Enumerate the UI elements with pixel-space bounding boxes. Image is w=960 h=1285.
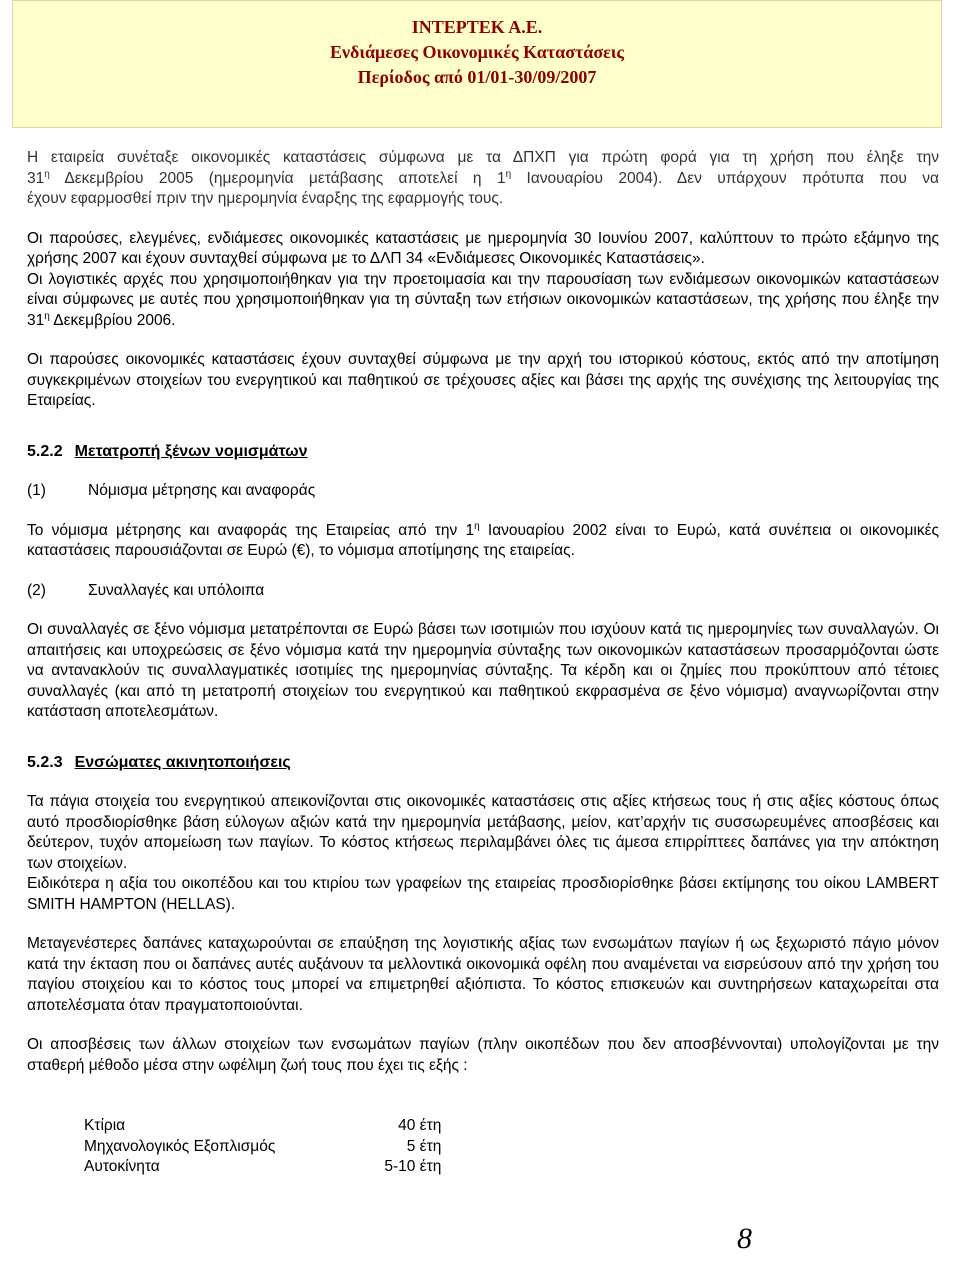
asset-life: 40 έτη bbox=[398, 1117, 442, 1134]
subheading-functional-currency: (1) Νόμισμα μέτρησης και αναφοράς bbox=[27, 482, 316, 499]
subheading-transactions: (2) Συναλλαγές και υπόλοιπα bbox=[27, 581, 265, 599]
document-period: Περίοδος από 01/01-30/09/2007 bbox=[357, 67, 597, 87]
table-row bbox=[84, 1157, 441, 1178]
paragraph-historical-cost: Οι παρούσες οικονομικές καταστάσεις έχουν συνταχθεί σύμφωνα με την αρχή του ιστορικού κόστους, εκτός από την αποτίμηση συγκεκριμένων στοιχείων του ενεργητικού και παθητικού σε τρέχουσες αξίες και βάσει της αρχής της συνέχισης της λειτουργίας της Εταιρείας. bbox=[27, 351, 939, 409]
paragraph-fixed-assets: Τα πάγια στοιχεία του ενεργητικού απεικονίζονται στις οικονομικές καταστάσεις στις αξίες κτήσεως τους ή στις αξίες κόστους όπως αυτό προσδιορίσθηκε βάση εύλογων αξιών κατά την ημερομηνία μετάβασης, μείον, κατ’αρχήν τις συσσωρευμένες αποσβέσεις και δεύτερον, τυχόν απομείωση των παγίων. Το κόστος κτήσεως περιλαμβάνει όλες τις άμεσα επιρρίπτεες δαπάνες για την απόκτηση των στοιχείων. bbox=[27, 793, 939, 872]
document-header bbox=[12, 0, 942, 128]
useful-life-table bbox=[84, 1116, 441, 1178]
intro-line-3: έχουν εφαρμοσθεί πριν την ημερομηνία έναρξης της εφαρμογής τους. bbox=[27, 190, 504, 207]
paragraph-ias34: Οι παρούσες, ελεγμένες, ενδιάμεσες οικονομικές καταστάσεις με ημερομηνία 30 Ιουνίου 2007, καλύπτουν το πρώτο εξάμηνο της χρήσης 2007 και έχουν συνταχθεί σύμφωνα με το ΔΛΠ 34 «Ενδιάμεσες Οικονομικές Καταστάσεις». bbox=[27, 229, 939, 267]
asset-life: 5-10 έτη bbox=[384, 1158, 442, 1175]
asset-label: Μηχανολογικός Εξοπλισμός bbox=[84, 1137, 276, 1155]
intro-line-1: Η εταιρεία συνέταξε οικονομικές καταστάσεις σύμφωνα με τα ΔΠΧΠ για πρώτη φορά για τη χρήση που έληξε την bbox=[27, 149, 939, 166]
paragraph-valuation: Ειδικότερα η αξία του οικοπέδου και του κτιρίου των γραφείων της εταιρείας προσδιορίσθηκε βάσει εκτίμησης του οίκου LAMBERT SMITH HAMPTON (HELLAS). bbox=[27, 875, 939, 913]
document-body bbox=[27, 148, 939, 1178]
document-title: Ενδιάμεσες Οικονομικές Καταστάσεις bbox=[330, 42, 624, 62]
section-heading-5-2-3: 5.2.3 Ενσώματες ακινητοποιήσεις bbox=[27, 753, 291, 771]
table-row bbox=[84, 1137, 441, 1158]
paragraph-transactions: Οι συναλλαγές σε ξένο νόμισμα μετατρέπονται σε Ευρώ βάσει των ισοτιμιών που ισχύουν κατά τις ημερομηνίες των συναλλαγών. Οι απαιτήσεις και υποχρεώσεις σε ξένο νόμισμα κατά την ημερομηνία σύνταξης των οικονομικών καταστάσεων προσαρμόζονται ώστε να αντανακλούν τις συναλλαγματικές ισοτιμίες της ημερομηνίας σύνταξης. Τα κέρδη και οι ζημίες που προκύπτουν από τέτοιες συναλλαγές (και από τη μετατροπή στοιχείων του ενεργητικού και παθητικού εκφρασμένα σε ξένο νόμισμα) αναγνωρίζονται στην κατάσταση αποτελεσμάτων. bbox=[27, 621, 939, 720]
paragraph-accounting-principles: Οι λογιστικές αρχές που χρησιμοποιήθηκαν για την προετοιμασία και την παρουσίαση των ενδιάμεσων οικονομικών καταστάσεων είναι σύμφωνες με αυτές που χρησιμοποιήθηκαν για τη σύνταξη των ετήσιων οικονομικών καταστάσεων, της χρήσης που έληξε την $31^\eta$ Δεκεμβρίου 2006. bbox=[27, 270, 939, 329]
paragraph-subsequent-costs: Μεταγενέστερες δαπάνες καταχωρούνται σε επαύξηση της λογιστικής αξίας των ενσωμάτων παγίων ή ως ξεχωριστό πάγιο μόνον κατά την έκταση που οι δαπάνες αυτές αυξάνουν τα μελλοντικά οικονομικά οφέλη που αναμένεται να εισρεύσουν από την χρήση του παγίου στοιχείου και το κόστος τους μπορεί να επιμετρηθεί αξιόπιστα. Το κόστος επισκευών και συντηρήσεων καταχωρείται στα αποτελέσματα όταν πραγματοποιούνται. bbox=[27, 935, 939, 1014]
company-name: INTEPTEK A.E. bbox=[411, 17, 543, 37]
page-number: 8 bbox=[737, 1222, 752, 1255]
asset-label: Αυτοκίνητα bbox=[84, 1158, 160, 1175]
intro-paragraph bbox=[27, 148, 939, 210]
intro-line-2: $31^\eta$ Δεκεμβρίου 2005 (ημερομηνία μετάβασης αποτελεί η $1^\eta$ Ιανουαρίου 2004). Δεν υπάρχουν πρότυπα που να bbox=[27, 168, 939, 187]
asset-label: Κτίρια bbox=[84, 1117, 126, 1134]
paragraph-depreciation: Οι αποσβέσεις των άλλων στοιχείων των ενσωμάτων παγίων (πλην οικοπέδων που δεν αποσβέννονται) υπολογίζονται με την σταθερή μέθοδο μέσα στην ωφέλιμη ζωή τους που έχει τις εξής : bbox=[27, 1036, 939, 1074]
table-row bbox=[84, 1116, 441, 1137]
paragraph-functional-currency: Το νόμισμα μέτρησης και αναφοράς της Εταιρείας από την $1^\eta$ Ιανουαρίου 2002 είναι το Ευρώ, κατά συνέπεια οι οικονομικές καταστάσεις παρουσιάζονται σε Ευρώ (€), το νόμισμα αποτίμησης της εταιρείας. bbox=[27, 520, 939, 559]
section-heading-5-2-2: 5.2.2 Μετατροπή ξένων νομισμάτων bbox=[27, 442, 308, 460]
asset-life: 5 έτη bbox=[406, 1137, 442, 1155]
